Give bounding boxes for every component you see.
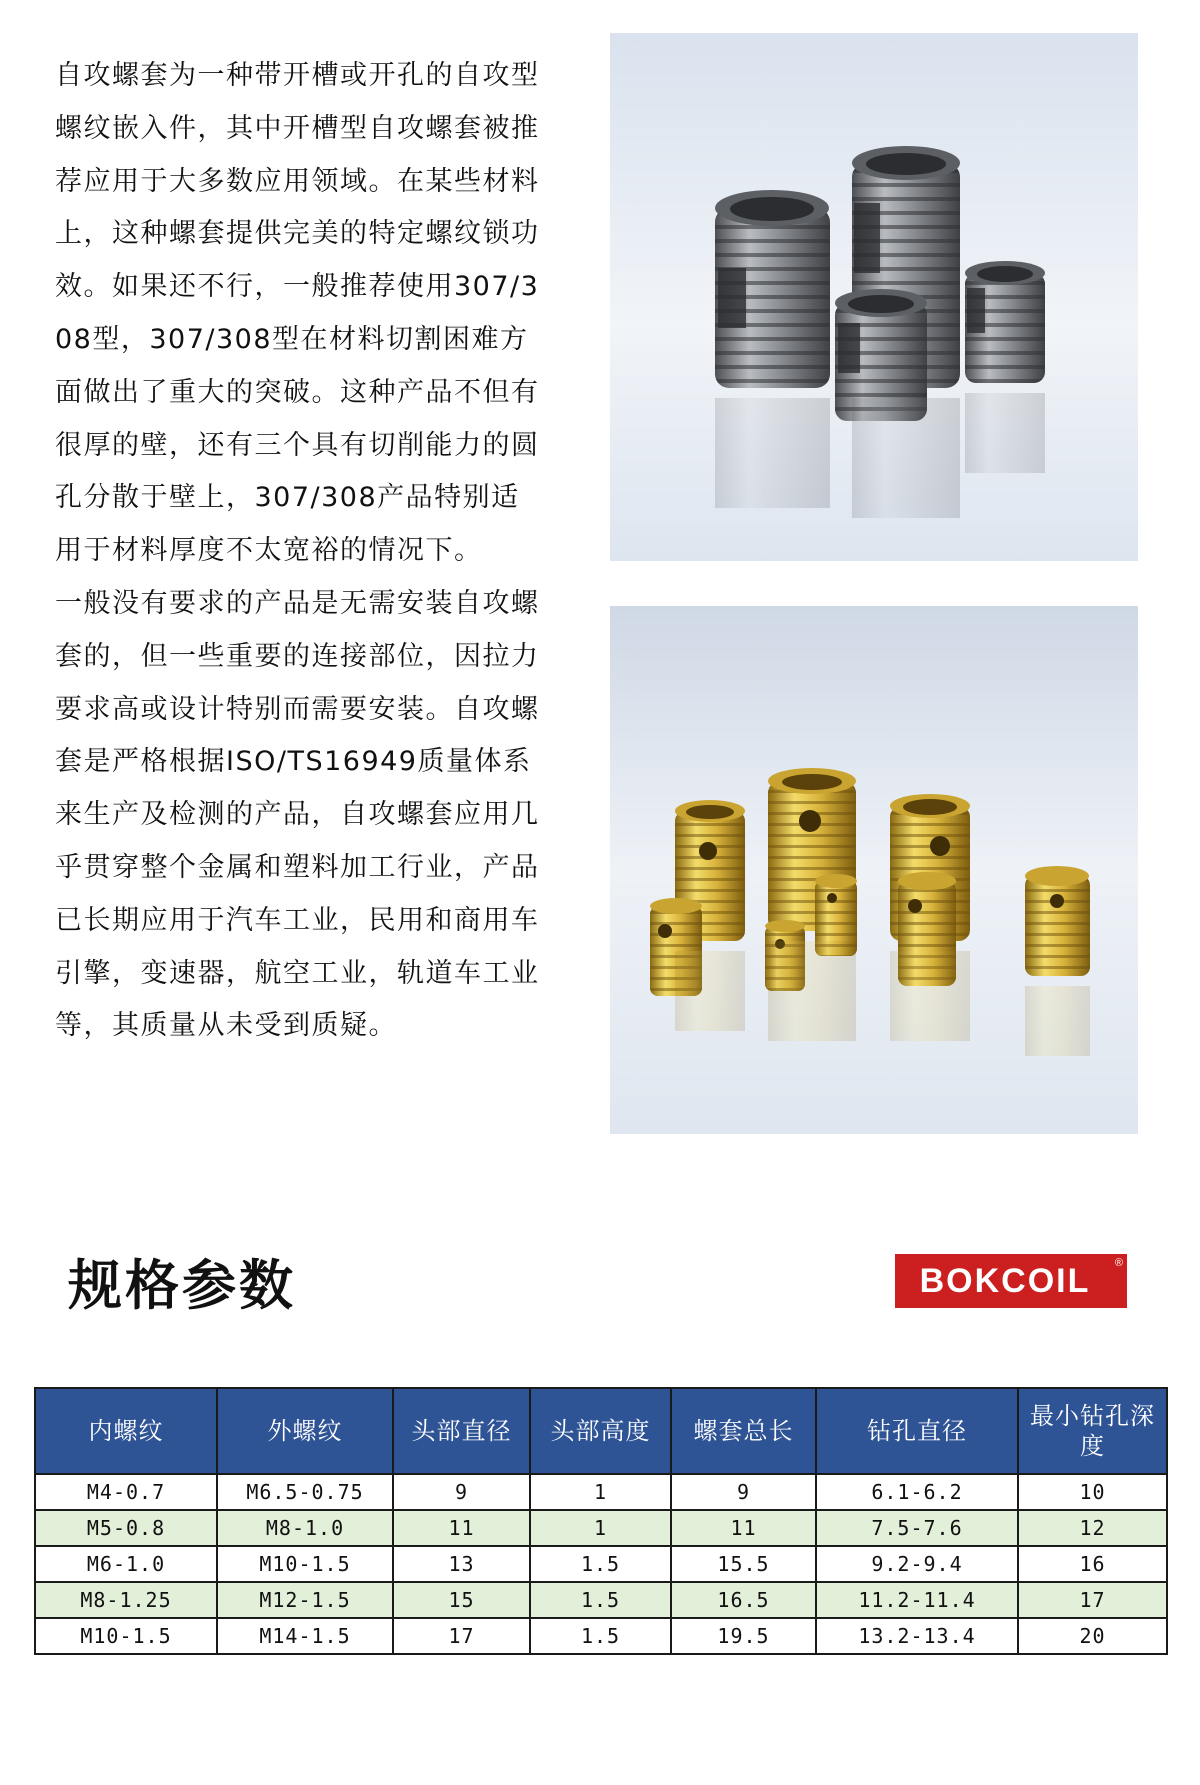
table-row — [35, 1474, 1167, 1510]
bokcoil-logo — [895, 1254, 1127, 1308]
cell-min-drill-depth: 16 — [1018, 1546, 1167, 1582]
cell-outer-thread: M8-1.0 — [217, 1510, 393, 1546]
cell-drill-diameter: 11.2-11.4 — [816, 1582, 1018, 1618]
cropped-heading-remnant — [55, 0, 185, 8]
cell-outer-thread: M10-1.5 — [217, 1546, 393, 1582]
silver-insert-1 — [715, 190, 830, 388]
cell-min-drill-depth: 12 — [1018, 1510, 1167, 1546]
cell-head-height: 1.5 — [530, 1546, 671, 1582]
gold-inserts-photo — [610, 606, 1138, 1134]
cell-outer-thread: M12-1.5 — [217, 1582, 393, 1618]
intro-paragraph-1: 自攻螺套为一种带开槽或开孔的自攻型螺纹嵌入件，其中开槽型自攻螺套被推荐应用于大多数应用领域。在某些材料上，这种螺套提供完美的特定螺纹锁功效。如果还不行，一般推荐使用307/308型，307/308型在材料切割困难方面做出了重大的突破。这种产品不但有很厚的壁，还有三个具有切削能力的圆孔分散于壁上，307/308产品特别适用于材料厚度不太宽裕的情况下。 — [55, 60, 540, 567]
cell-outer-thread: M14-1.5 — [217, 1618, 393, 1654]
cell-inner-thread: M10-1.5 — [35, 1618, 217, 1654]
cell-total-length: 16.5 — [671, 1582, 816, 1618]
logo-text: BOKCOIL — [919, 1262, 1091, 1300]
cell-drill-diameter: 13.2-13.4 — [816, 1618, 1018, 1654]
col-outer-thread: 外螺纹 — [217, 1388, 393, 1474]
col-min-drill-depth: 最小钻孔深度 — [1018, 1388, 1167, 1474]
intro-text — [55, 50, 545, 1053]
cell-inner-thread: M5-0.8 — [35, 1510, 217, 1546]
spec-table — [34, 1387, 1168, 1655]
col-inner-thread: 内螺纹 — [35, 1388, 217, 1474]
cell-head-height: 1 — [530, 1510, 671, 1546]
silver-insert-4 — [965, 261, 1045, 383]
cell-head-diameter: 9 — [393, 1474, 530, 1510]
cell-inner-thread: M4-0.7 — [35, 1474, 217, 1510]
cell-head-height: 1.5 — [530, 1618, 671, 1654]
cell-min-drill-depth: 10 — [1018, 1474, 1167, 1510]
cell-inner-thread: M6-1.0 — [35, 1546, 217, 1582]
gold-insert-8 — [1025, 866, 1090, 976]
cell-total-length: 11 — [671, 1510, 816, 1546]
silver-inserts-photo — [610, 33, 1138, 561]
table-header-row — [35, 1388, 1167, 1474]
table-row — [35, 1546, 1167, 1582]
cell-total-length: 19.5 — [671, 1618, 816, 1654]
table-row — [35, 1582, 1167, 1618]
cell-total-length: 9 — [671, 1474, 816, 1510]
col-head-diameter: 头部直径 — [393, 1388, 530, 1474]
table-row — [35, 1510, 1167, 1546]
registered-mark: ® — [1114, 1257, 1123, 1269]
cell-min-drill-depth: 20 — [1018, 1618, 1167, 1654]
cell-outer-thread: M6.5-0.75 — [217, 1474, 393, 1510]
cell-head-diameter: 13 — [393, 1546, 530, 1582]
cell-head-height: 1 — [530, 1474, 671, 1510]
cell-drill-diameter: 9.2-9.4 — [816, 1546, 1018, 1582]
col-total-length: 螺套总长 — [671, 1388, 816, 1474]
cell-head-diameter: 17 — [393, 1618, 530, 1654]
col-head-height: 头部高度 — [530, 1388, 671, 1474]
cell-drill-diameter: 6.1-6.2 — [816, 1474, 1018, 1510]
spec-section-title: 规格参数 — [68, 1254, 296, 1317]
cell-drill-diameter: 7.5-7.6 — [816, 1510, 1018, 1546]
col-drill-diameter: 钻孔直径 — [816, 1388, 1018, 1474]
table-row — [35, 1618, 1167, 1654]
cell-inner-thread: M8-1.25 — [35, 1582, 217, 1618]
cell-head-diameter: 15 — [393, 1582, 530, 1618]
cell-head-diameter: 11 — [393, 1510, 530, 1546]
cell-min-drill-depth: 17 — [1018, 1582, 1167, 1618]
cell-total-length: 15.5 — [671, 1546, 816, 1582]
intro-paragraph-2: 一般没有要求的产品是无需安装自攻螺套的，但一些重要的连接部位，因拉力要求高或设计特别而需要安装。自攻螺套是严格根据ISO/TS16949质量体系来生产及检测的产品，自攻螺套应用几乎贯穿整个金属和塑料加工行业，产品已长期应用于汽车工业，民用和商用车引擎，变速器，航空工业，轨道车工业等，其质量从未受到质疑。 — [55, 587, 540, 1042]
cell-head-height: 1.5 — [530, 1582, 671, 1618]
